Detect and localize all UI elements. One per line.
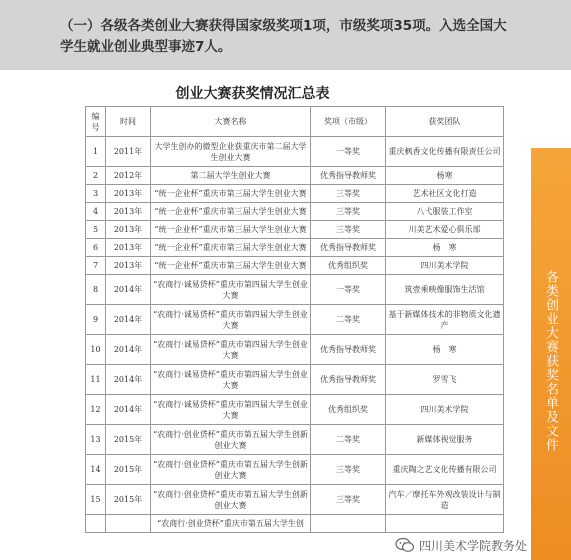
cell-team: 杨寒 [386, 167, 504, 185]
table-row [86, 365, 504, 395]
cell-no: 4 [86, 203, 106, 221]
cell-time: 2015年 [106, 485, 151, 515]
cell-time: 2014年 [106, 335, 151, 365]
cell-no: 6 [86, 239, 106, 257]
cell-team: 新媒体视觉服务 [386, 425, 504, 455]
cell-award: 优秀组织奖 [311, 257, 386, 275]
table-row [86, 257, 504, 275]
cell-team: 重庆枫香文化传播有限责任公司 [386, 137, 504, 167]
cell-time: 2013年 [106, 185, 151, 203]
awards-table-container [85, 106, 503, 533]
cell-name: “农商行·创业贷杯”重庆市第五届大学生创 [151, 515, 311, 533]
cell-time: 2013年 [106, 257, 151, 275]
header-name: 大赛名称 [151, 107, 311, 137]
awards-table [85, 106, 504, 533]
cell-team: 四川美术学院 [386, 395, 504, 425]
cell-name: “统一企业杯”重庆市第三届大学生创业大赛 [151, 185, 311, 203]
watermark-text: 四川美术学院教务处 [419, 538, 528, 553]
wechat-icon [395, 537, 415, 553]
cell-no: 5 [86, 221, 106, 239]
cell-team: 杨 寒 [386, 335, 504, 365]
cell-no [86, 515, 106, 533]
cell-name: “农商行·创业贷杯”重庆市第五届大学生创新创业大赛 [151, 425, 311, 455]
table-row [86, 455, 504, 485]
cell-award: 二等奖 [311, 305, 386, 335]
cell-name: “农商行·创业贷杯”重庆市第五届大学生创新创业大赛 [151, 455, 311, 485]
cell-no: 14 [86, 455, 106, 485]
cell-name: “农商行·诚易贷杯”重庆市第四届大学生创业大赛 [151, 335, 311, 365]
cell-award: 一等奖 [311, 137, 386, 167]
table-header-row [86, 107, 504, 137]
table-row [86, 239, 504, 257]
cell-team: 筑壹乘映像服饰生活馆 [386, 275, 504, 305]
cell-time: 2013年 [106, 239, 151, 257]
top-banner [0, 0, 571, 70]
cell-name: “统一企业杯”重庆市第三届大学生创业大赛 [151, 221, 311, 239]
cell-no: 11 [86, 365, 106, 395]
cell-award: 一等奖 [311, 275, 386, 305]
cell-team: 艺术社区文化打造 [386, 185, 504, 203]
cell-no: 10 [86, 335, 106, 365]
table-row [86, 275, 504, 305]
table-row [86, 167, 504, 185]
cell-award: 三等奖 [311, 185, 386, 203]
cell-time: 2014年 [106, 275, 151, 305]
table-row [86, 137, 504, 167]
cell-award: 优秀指导教师奖 [311, 365, 386, 395]
cell-time: 2015年 [106, 455, 151, 485]
cell-name: 第二届大学生创业大赛 [151, 167, 311, 185]
cell-no: 8 [86, 275, 106, 305]
cell-time: 2013年 [106, 203, 151, 221]
cell-award: 三等奖 [311, 221, 386, 239]
cell-award: 三等奖 [311, 203, 386, 221]
table-row [86, 395, 504, 425]
cell-time: 2014年 [106, 305, 151, 335]
table-row [86, 305, 504, 335]
header-no: 编号 [86, 107, 106, 137]
cell-award: 优秀指导教师奖 [311, 239, 386, 257]
table-row [86, 515, 504, 533]
cell-no: 12 [86, 395, 106, 425]
header-team: 获奖团队 [386, 107, 504, 137]
cell-name: “统一企业杯”重庆市第三届大学生创业大赛 [151, 239, 311, 257]
cell-award: 三等奖 [311, 455, 386, 485]
table-row [86, 185, 504, 203]
header-time: 时间 [106, 107, 151, 137]
cell-team: 杨 寒 [386, 239, 504, 257]
cell-name: “统一企业杯”重庆市第三届大学生创业大赛 [151, 203, 311, 221]
cell-name: “农商行·创业贷杯”重庆市第五届大学生创新创业大赛 [151, 485, 311, 515]
cell-award [311, 515, 386, 533]
cell-no: 3 [86, 185, 106, 203]
cell-no: 9 [86, 305, 106, 335]
cell-name: “统一企业杯”重庆市第三届大学生创业大赛 [151, 257, 311, 275]
cell-team: 川美艺术爱心俱乐部 [386, 221, 504, 239]
table-row [86, 485, 504, 515]
cell-name: “农商行·诚易贷杯”重庆市第四届大学生创业大赛 [151, 275, 311, 305]
cell-team: 重庆陶之艺文化传播有限公司 [386, 455, 504, 485]
cell-name: “农商行·诚易贷杯”重庆市第四届大学生创业大赛 [151, 365, 311, 395]
cell-no: 15 [86, 485, 106, 515]
cell-time: 2011年 [106, 137, 151, 167]
watermark [395, 534, 527, 556]
cell-team [386, 515, 504, 533]
cell-award: 三等奖 [311, 485, 386, 515]
cell-time: 2014年 [106, 395, 151, 425]
cell-no: 7 [86, 257, 106, 275]
cell-award: 二等奖 [311, 425, 386, 455]
cell-team: 汽车／摩托车外观改装设计与制造 [386, 485, 504, 515]
cell-time: 2013年 [106, 221, 151, 239]
cell-name: 大学生创办的微型企业获重庆市第二届大学生创业大赛 [151, 137, 311, 167]
header-award: 奖项（市级） [311, 107, 386, 137]
cell-team: 罗雪飞 [386, 365, 504, 395]
table-row [86, 203, 504, 221]
cell-time: 2014年 [106, 365, 151, 395]
cell-time: 2015年 [106, 425, 151, 455]
cell-name: “农商行·诚易贷杯”重庆市第四届大学生创业大赛 [151, 305, 311, 335]
cell-award: 优秀指导教师奖 [311, 167, 386, 185]
table-row [86, 425, 504, 455]
banner-text: （一）各级各类创业大赛获得国家级奖项1项，市级奖项35项。入选全国大学生就业创业典型事迹7人。 [60, 18, 507, 55]
cell-name: “农商行·诚易贷杯”重庆市第四届大学生创业大赛 [151, 395, 311, 425]
table-row [86, 335, 504, 365]
cell-team: 基于新媒体技术的非物质文化遗产 [386, 305, 504, 335]
cell-no: 13 [86, 425, 106, 455]
side-label: 各类创业大赛获奖名单及文件 [543, 270, 558, 452]
cell-team: 八弋服装工作室 [386, 203, 504, 221]
table-title: 创业大赛获奖情况汇总表 [175, 86, 330, 102]
table-row [86, 221, 504, 239]
cell-award: 优秀组织奖 [311, 395, 386, 425]
cell-award: 优秀指导教师奖 [311, 335, 386, 365]
cell-time: 2012年 [106, 167, 151, 185]
cell-no: 2 [86, 167, 106, 185]
cell-team: 四川美术学院 [386, 257, 504, 275]
cell-time [106, 515, 151, 533]
cell-no: 1 [86, 137, 106, 167]
